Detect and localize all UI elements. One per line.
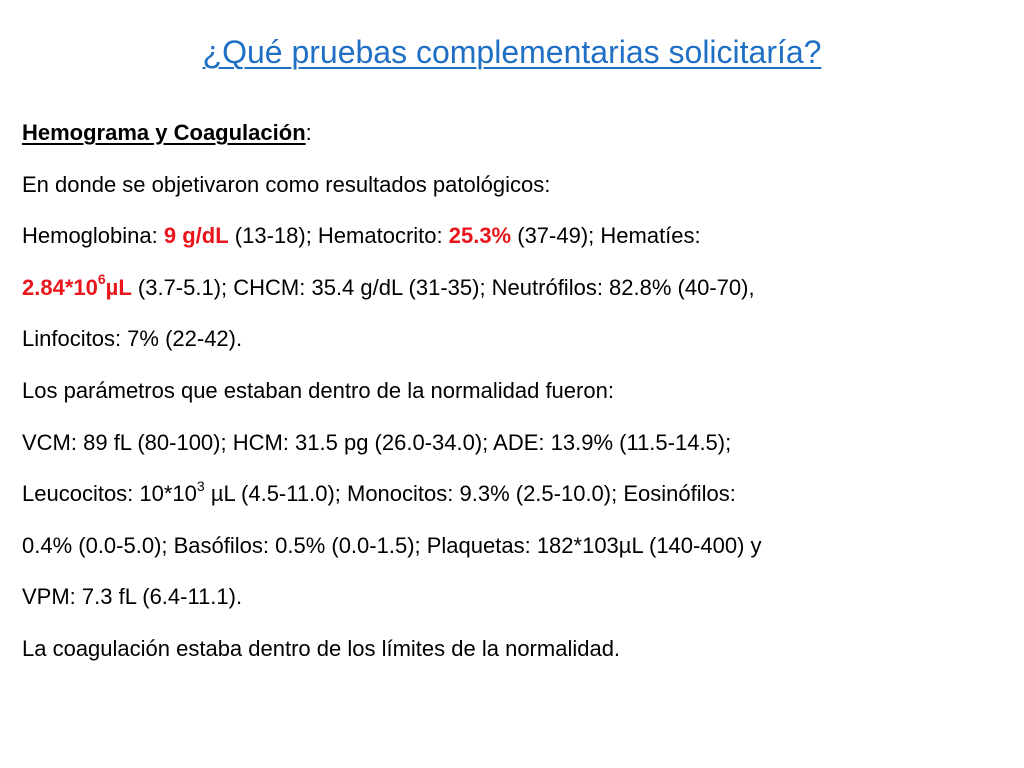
pathologic-intro: En donde se objetivaron como resultados patológicos: xyxy=(22,171,551,197)
normal-intro: Los parámetros que estaban dentro de la normalidad fueron: xyxy=(22,377,614,403)
normal-line-3: 0.4% (0.0-5.0); Basófilos: 0.5% (0.0-1.5); Plaquetas: 182*103µL (140-400) y xyxy=(22,532,762,558)
heading-colon: : xyxy=(305,120,312,145)
leukocytes-text: Leucocitos: 10*10 xyxy=(22,481,197,507)
normal-line-2 xyxy=(22,468,1012,520)
erythrocyte-label: (37-49); Hematíes: xyxy=(511,223,701,249)
normal-line-2-rest: µL (4.5-11.0); Monocitos: 9.3% (2.5-10.0); Eosinófilos: xyxy=(204,481,736,507)
normal-line-4: VPM: 7.3 fL (6.4-11.1). xyxy=(22,584,243,610)
slide-title: ¿Qué pruebas complementarias solicitaría? xyxy=(202,34,822,70)
hemoglobin-label: Hemoglobina: xyxy=(22,223,164,249)
pathologic-line-1 xyxy=(22,210,1012,262)
hemoglobin-value: 9 g/dL xyxy=(163,223,229,249)
erythrocyte-value-exponent: 6 xyxy=(97,271,106,288)
leukocytes-exponent: 3 xyxy=(196,477,205,494)
conclusion: La coagulación estaba dentro de los límites de la normalidad. xyxy=(22,635,621,661)
erythrocyte-value xyxy=(22,271,132,300)
section-heading xyxy=(22,107,1012,159)
pathologic-line-2 xyxy=(22,262,1012,314)
hematocrit-value: 25.3% xyxy=(448,223,512,249)
hematocrit-label: (13-18); Hematocrito: xyxy=(228,223,449,249)
heading-text: Hemograma y Coagulación xyxy=(22,120,306,145)
erythrocyte-value-unit: µL xyxy=(105,274,132,300)
pathologic-line-2-rest: (3.7-5.1); CHCM: 35.4 g/dL (31-35); Neutrófilos: 82.8% (40-70), xyxy=(131,274,755,300)
normal-line-1: VCM: 89 fL (80-100); HCM: 31.5 pg (26.0-34.0); ADE: 13.9% (11.5-14.5); xyxy=(22,429,732,455)
erythrocyte-value-base: 2.84*10 xyxy=(22,274,98,300)
pathologic-line-3: Linfocitos: 7% (22-42). xyxy=(22,326,243,352)
slide-body xyxy=(22,107,1012,675)
